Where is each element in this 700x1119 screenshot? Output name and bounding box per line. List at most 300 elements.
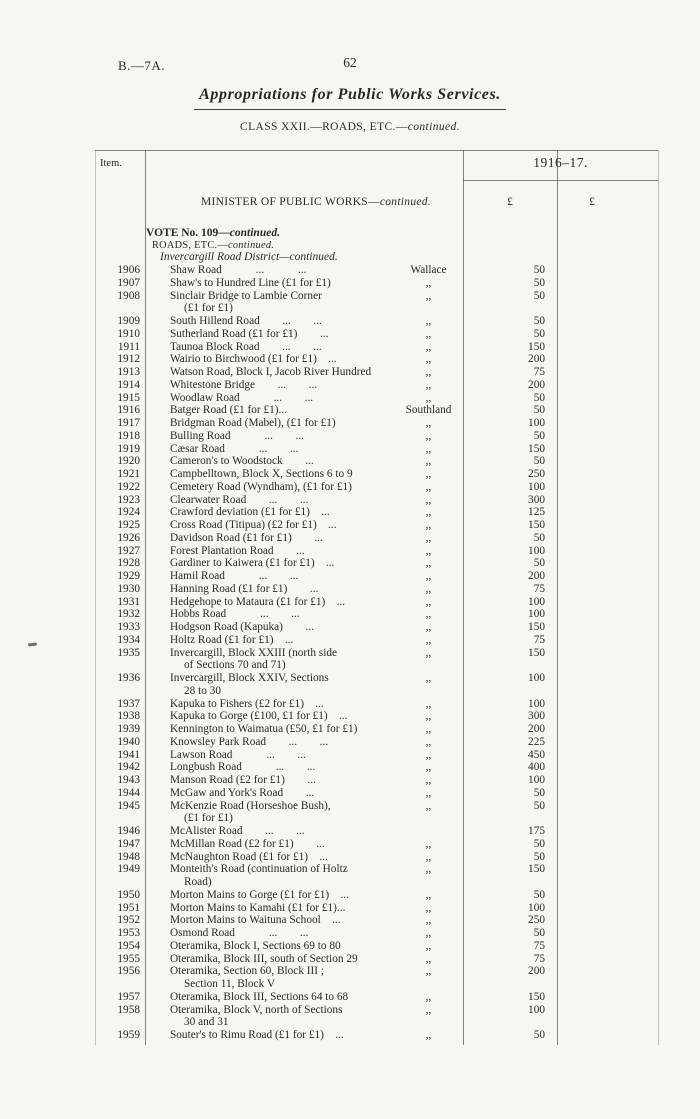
amount-1916-17: 300 (528, 710, 545, 723)
road-description: Hedgehope to Mataura (£1 for £1) ... (170, 595, 346, 608)
table-row (0, 443, 700, 456)
amount-1916-17: 150 (528, 990, 545, 1003)
table-row (0, 672, 700, 698)
road-description: McNaughton Road (£1 for £1) ... (170, 850, 328, 863)
item-number: 1912 (117, 353, 140, 366)
table-row (0, 545, 700, 558)
road-description-continued: (£1 for £1) (184, 302, 233, 315)
item-number: 1946 (117, 825, 140, 837)
ledger-rows (0, 264, 700, 1042)
amount-1916-17: 75 (533, 952, 545, 965)
road-description: Wairio to Birchwood (£1 for £1) ... (170, 353, 337, 366)
item-number: 1926 (117, 531, 140, 544)
item-number: 1953 (117, 927, 140, 939)
column-header-item: Item. (100, 158, 122, 169)
district-name: ,, (425, 990, 432, 1003)
amount-1916-17: 50 (533, 531, 545, 544)
table-row (0, 494, 700, 507)
table-row (0, 404, 700, 417)
district-name: ,, (425, 850, 432, 863)
item-number: 1954 (117, 939, 140, 952)
item-number: 1935 (117, 646, 140, 659)
district-name: ,, (425, 519, 432, 531)
table-row (0, 608, 700, 621)
vote-heading-main: VOTE No. 109— (146, 227, 230, 239)
table-row (0, 532, 700, 545)
road-description: Forest Plantation Road ... (170, 544, 305, 557)
table-row (0, 710, 700, 723)
amount-1916-17: 200 (528, 353, 545, 366)
district-name: ,, (425, 927, 432, 939)
district-name: ,, (425, 965, 432, 978)
amount-1916-17: 100 (528, 901, 545, 914)
road-description: Oteramika, Section 60, Block III ; Section 11, Block V (170, 965, 458, 991)
district-name: ,, (425, 544, 432, 557)
amount-1916-17: 100 (528, 697, 545, 710)
item-number: 1921 (117, 468, 140, 480)
table-row (0, 825, 700, 838)
item-number: 1959 (117, 1029, 140, 1041)
amount-1916-17: 50 (533, 327, 545, 340)
amount-1916-17: 450 (528, 748, 545, 761)
amount-1916-17: 75 (533, 582, 545, 595)
district-name: ,, (425, 774, 432, 786)
item-number: 1941 (117, 748, 140, 761)
table-row (0, 991, 700, 1004)
item-number: 1907 (117, 276, 140, 289)
district-name: ,, (425, 442, 432, 455)
road-description-continued: 28 to 30 (184, 684, 222, 697)
table-row (0, 851, 700, 864)
road-description: McKenzie Road (Horseshoe Bush), (£1 for £1) (170, 800, 458, 826)
road-description: Oteramika, Block III, Sections 64 to 68 (170, 990, 349, 1003)
vote-heading-continued: continued. (229, 227, 280, 239)
amount-1916-17: 225 (528, 735, 545, 748)
road-description: Campbelltown, Block X, Sections 6 to 9 (170, 468, 353, 480)
amount-1916-17: 50 (533, 276, 545, 289)
amount-1916-17: 75 (533, 939, 545, 952)
table-row (0, 557, 700, 570)
amount-1916-17: 75 (533, 633, 545, 646)
table-row (0, 481, 700, 494)
amount-1916-17: 50 (533, 799, 545, 812)
road-description: Batger Road (£1 for £1)... (170, 404, 288, 417)
road-description: Souter's to Rimu Road (£1 for £1) ... (170, 1029, 344, 1041)
item-number: 1931 (117, 595, 140, 608)
amount-1916-17: 200 (528, 965, 545, 978)
table-row (0, 264, 700, 277)
table-row (0, 965, 700, 991)
road-description: Lawson Road ... ... (170, 748, 306, 761)
item-number: 1928 (117, 557, 140, 570)
district-name: ,, (425, 939, 432, 952)
road-description: Sinclair Bridge to Lambie Corner (£1 for £1) (170, 290, 458, 316)
minister-heading-continued: continued. (379, 196, 432, 208)
table-row (0, 570, 700, 583)
district-name: ,, (425, 621, 432, 633)
road-description: Cæsar Road ... ... (170, 442, 299, 455)
table-row (0, 341, 700, 354)
road-district-heading: Invercargill Road District—continued. (160, 251, 338, 263)
amount-1916-17: 50 (533, 557, 545, 570)
item-number: 1916 (117, 404, 140, 417)
title-rule (194, 109, 506, 110)
item-number: 1948 (117, 850, 140, 863)
table-row (0, 315, 700, 328)
road-description: Hobbs Road ... ... (170, 608, 300, 621)
road-description: Kapuka to Gorge (£100, £1 for £1) ... (170, 710, 348, 723)
road-description-continued: Road) (184, 876, 212, 888)
item-number: 1951 (117, 901, 140, 914)
road-description: Hodgson Road (Kapuka) ... (170, 621, 315, 633)
road-description-continued: (£1 for £1) (184, 812, 233, 825)
item-number: 1913 (117, 366, 140, 378)
amount-1916-17: 250 (528, 914, 545, 927)
district-name: ,, (425, 417, 432, 429)
doc-reference: B.—7A. (118, 58, 166, 73)
table-row (0, 902, 700, 915)
item-number: 1934 (117, 633, 140, 646)
table-row (0, 328, 700, 341)
amount-1916-17: 150 (528, 519, 545, 531)
amount-1916-17: 50 (533, 455, 545, 468)
road-description: Manson Road (£2 for £1) ... (170, 774, 316, 786)
road-description: McGaw and York's Road ... (170, 786, 315, 799)
table-row (0, 749, 700, 762)
amount-1916-17: 150 (528, 646, 545, 659)
table-row (0, 506, 700, 519)
amount-1916-17: 50 (533, 264, 545, 276)
road-description: Gardiner to Kaiwera (£1 for £1) ... (170, 557, 335, 570)
item-number: 1924 (117, 506, 140, 519)
district-name: ,, (425, 863, 432, 876)
column-header-year: 1916–17. (533, 155, 588, 170)
table-row (0, 455, 700, 468)
district-name: ,, (425, 697, 432, 710)
item-number: 1908 (117, 289, 140, 302)
minister-heading-main: MINISTER OF PUBLIC WORKS— (200, 196, 380, 208)
amount-1916-17: 50 (533, 1029, 545, 1041)
district-name: ,, (425, 353, 432, 366)
road-description-continued: of Sections 70 and 71) (184, 659, 286, 672)
item-number: 1955 (117, 952, 140, 965)
item-number: 1914 (117, 378, 140, 391)
roads-heading (152, 240, 274, 251)
table-rule-header (463, 180, 658, 181)
road-description: Taunoa Block Road ... ... (170, 340, 322, 353)
district-name: ,, (425, 608, 432, 621)
road-description: Morton Mains to Gorge (£1 for £1) ... (170, 888, 349, 901)
district-name: ,, (425, 735, 432, 748)
table-rule-top (95, 150, 658, 151)
amount-1916-17: 300 (528, 493, 545, 506)
amount-1916-17: 100 (528, 480, 545, 493)
district-name: ,, (425, 582, 432, 595)
currency-symbol-left: £ (507, 196, 513, 208)
amount-1916-17: 100 (528, 774, 545, 786)
district-name: ,, (425, 506, 432, 519)
district-name: ,, (425, 276, 432, 289)
item-number: 1911 (117, 340, 140, 353)
district-name: ,, (425, 901, 432, 914)
table-row (0, 800, 700, 826)
amount-1916-17: 100 (528, 608, 545, 621)
table-row (0, 761, 700, 774)
road-description: Hanning Road (£1 for £1) ... (170, 582, 319, 595)
table-row (0, 927, 700, 940)
district-name: ,, (425, 315, 432, 327)
table-row (0, 914, 700, 927)
district-name: Southland (405, 404, 452, 417)
table-row (0, 647, 700, 673)
table-row (0, 889, 700, 902)
item-number: 1922 (117, 480, 140, 493)
amount-1916-17: 50 (533, 927, 545, 939)
road-description: Bridgman Road (Mabel), (£1 for £1) (170, 417, 336, 429)
amount-1916-17: 50 (533, 786, 545, 799)
amount-1916-17: 200 (528, 723, 545, 735)
table-row (0, 583, 700, 596)
item-number: 1939 (117, 723, 140, 735)
district-name: ,, (425, 557, 432, 570)
document-title: Appropriations for Public Works Services. (199, 86, 501, 103)
road-description: McMillan Road (£2 for £1) ... (170, 837, 325, 850)
table-row (0, 736, 700, 749)
district-name: Wallace (410, 264, 447, 276)
district-name: ,, (425, 888, 432, 901)
amount-1916-17: 75 (533, 366, 545, 378)
table-row (0, 353, 700, 366)
road-description: Hamil Road ... ... (170, 570, 299, 582)
road-description: Knowsley Park Road ... ... (170, 735, 329, 748)
road-description: Davidson Road (£1 for £1) ... (170, 531, 323, 544)
table-row (0, 863, 700, 889)
table-row (0, 787, 700, 800)
amount-1916-17: 50 (533, 315, 545, 327)
table-row (0, 366, 700, 379)
item-number: 1938 (117, 710, 140, 723)
road-description: Crawford deviation (£1 for £1) ... (170, 506, 330, 519)
road-description: Osmond Road ... ... (170, 927, 309, 939)
district-name: ,, (425, 455, 432, 468)
item-number: 1937 (117, 697, 140, 710)
amount-1916-17: 250 (528, 468, 545, 480)
amount-1916-17: 50 (533, 391, 545, 404)
road-description: Bulling Road ... ... (170, 429, 304, 442)
table-row (0, 290, 700, 316)
road-description: Morton Mains to Kamahi (£1 for £1)... (170, 901, 346, 914)
road-description: Invercargill, Block XXIII (north side of Sections 70 and 71) (170, 647, 458, 673)
table-row (0, 277, 700, 290)
item-number: 1925 (117, 519, 140, 531)
amount-1916-17: 100 (528, 417, 545, 429)
item-number: 1909 (117, 315, 140, 327)
road-description: Holtz Road (£1 for £1) ... (170, 633, 294, 646)
table-row (0, 621, 700, 634)
district-name: ,, (425, 366, 432, 378)
table-row (0, 634, 700, 647)
item-number: 1952 (117, 914, 140, 927)
amount-1916-17: 200 (528, 570, 545, 582)
class-heading (0, 121, 700, 133)
table-row (0, 1029, 700, 1042)
road-description: Invercargill, Block XXIV, Sections 28 to 30 (170, 672, 458, 698)
item-number: 1944 (117, 786, 140, 799)
table-row (0, 430, 700, 443)
district-name: ,, (425, 633, 432, 646)
amount-1916-17: 150 (528, 442, 545, 455)
item-number: 1942 (117, 761, 140, 774)
district-name: ,, (425, 429, 432, 442)
amount-1916-17: 100 (528, 544, 545, 557)
item-number: 1929 (117, 570, 140, 582)
item-number: 1950 (117, 888, 140, 901)
district-name: ,, (425, 710, 432, 723)
page-number: 62 (343, 55, 357, 70)
item-number: 1956 (117, 965, 140, 978)
district-name: ,, (425, 493, 432, 506)
district-name: ,, (425, 340, 432, 353)
table-row (0, 519, 700, 532)
item-number: 1945 (117, 799, 140, 812)
table-row (0, 953, 700, 966)
table-row (0, 774, 700, 787)
amount-1916-17: 400 (528, 761, 545, 774)
class-heading-continued: continued. (407, 121, 460, 133)
roads-heading-continued: continued. (227, 240, 275, 251)
item-number: 1927 (117, 544, 140, 557)
road-description: Watson Road, Block I, Jacob River Hundred (170, 366, 372, 378)
item-number: 1930 (117, 582, 140, 595)
table-row (0, 723, 700, 736)
item-number: 1957 (117, 990, 140, 1003)
district-name: ,, (425, 914, 432, 927)
amount-1916-17: 100 (528, 1003, 545, 1016)
table-row (0, 940, 700, 953)
road-description: Clearwater Road ... ... (170, 493, 309, 506)
item-number: 1932 (117, 608, 140, 621)
item-number: 1947 (117, 837, 140, 850)
item-number: 1918 (117, 429, 140, 442)
amount-1916-17: 50 (533, 850, 545, 863)
amount-1916-17: 200 (528, 378, 545, 391)
district-name: ,, (425, 570, 432, 582)
district-name: ,, (425, 799, 432, 812)
item-number: 1910 (117, 327, 140, 340)
amount-1916-17: 50 (533, 404, 545, 417)
district-name: ,, (425, 378, 432, 391)
item-number: 1943 (117, 774, 140, 786)
district-name: ,, (425, 837, 432, 850)
district-name: ,, (425, 289, 432, 302)
amount-1916-17: 125 (528, 506, 545, 519)
district-name: ,, (425, 952, 432, 965)
section-heading-minister (170, 196, 462, 208)
district-name: ,, (425, 468, 432, 480)
district-name: ,, (425, 672, 432, 684)
road-description: Shaw Road ... ... (170, 264, 307, 276)
road-description: Cemetery Road (Wyndham), (£1 for £1) (170, 480, 352, 493)
currency-symbol-right: £ (589, 196, 595, 208)
amount-1916-17: 175 (528, 825, 545, 837)
amount-1916-17: 150 (528, 621, 545, 633)
road-description: Shaw's to Hundred Line (£1 for £1) (170, 276, 331, 289)
item-number: 1940 (117, 735, 140, 748)
road-description: McAlister Road ... ... (170, 825, 305, 837)
amount-1916-17: 50 (533, 429, 545, 442)
table-row (0, 468, 700, 481)
district-name: ,, (425, 480, 432, 493)
road-description: Kapuka to Fishers (£2 for £1) ... (170, 697, 324, 710)
item-number: 1919 (117, 442, 140, 455)
item-number: 1920 (117, 455, 140, 468)
road-description: Monteith's Road (continuation of Holtz Road) (170, 863, 458, 889)
amount-1916-17: 150 (528, 863, 545, 876)
district-name: ,, (425, 531, 432, 544)
road-description: Oteramika, Block I, Sections 69 to 80 (170, 939, 341, 952)
district-name: ,, (425, 786, 432, 799)
item-number: 1949 (117, 863, 140, 876)
item-number: 1958 (117, 1003, 140, 1016)
table-row (0, 838, 700, 851)
amount-1916-17: 100 (528, 672, 545, 684)
amount-1916-17: 50 (533, 837, 545, 850)
district-name: ,, (425, 723, 432, 735)
district-name: ,, (425, 646, 432, 659)
road-description: Oteramika, Block III, south of Section 29 (170, 952, 358, 965)
district-name: ,, (425, 761, 432, 774)
amount-1916-17: 100 (528, 595, 545, 608)
table-row (0, 596, 700, 609)
roads-heading-main: ROADS, ETC.— (152, 240, 228, 251)
road-description: Morton Mains to Waituna School ... (170, 914, 341, 927)
district-name: ,, (425, 1003, 432, 1016)
amount-1916-17: 50 (533, 289, 545, 302)
item-number: 1933 (117, 621, 140, 633)
item-number: 1906 (117, 264, 140, 276)
table-row (0, 392, 700, 405)
road-description: Sutherland Road (£1 for £1) ... (170, 327, 329, 340)
road-description: South Hillend Road ... ... (170, 315, 322, 327)
class-heading-main: CLASS XXII.—ROADS, ETC.— (240, 121, 408, 133)
road-description: Cross Road (Titipua) (£2 for £1) ... (170, 519, 337, 531)
item-number: 1936 (117, 672, 140, 684)
road-description: Woodlaw Road ... ... (170, 391, 314, 404)
table-row (0, 379, 700, 392)
item-number: 1923 (117, 493, 140, 506)
district-name: ,, (425, 1029, 432, 1041)
road-description: Whitestone Bridge ... ... (170, 378, 318, 391)
road-description-continued: 30 and 31 (184, 1016, 229, 1029)
district-name: ,, (425, 327, 432, 340)
item-number: 1915 (117, 391, 140, 404)
table-row (0, 1004, 700, 1030)
vote-heading (146, 227, 280, 239)
district-name: ,, (425, 595, 432, 608)
table-row (0, 417, 700, 430)
amount-1916-17: 150 (528, 340, 545, 353)
item-number: 1917 (117, 417, 140, 429)
road-description-continued: Section 11, Block V (184, 978, 275, 990)
district-name: ,, (425, 391, 432, 404)
table-row (0, 698, 700, 711)
road-description: Cameron's to Woodstock ... (170, 455, 314, 468)
road-description: Longbush Road ... ... (170, 761, 316, 774)
road-description: Kennington to Waimatua (£50, £1 for £1) (170, 723, 358, 735)
district-name: ,, (425, 748, 432, 761)
road-description: Oteramika, Block V, north of Sections 30 and 31 (170, 1004, 458, 1030)
amount-1916-17: 50 (533, 888, 545, 901)
